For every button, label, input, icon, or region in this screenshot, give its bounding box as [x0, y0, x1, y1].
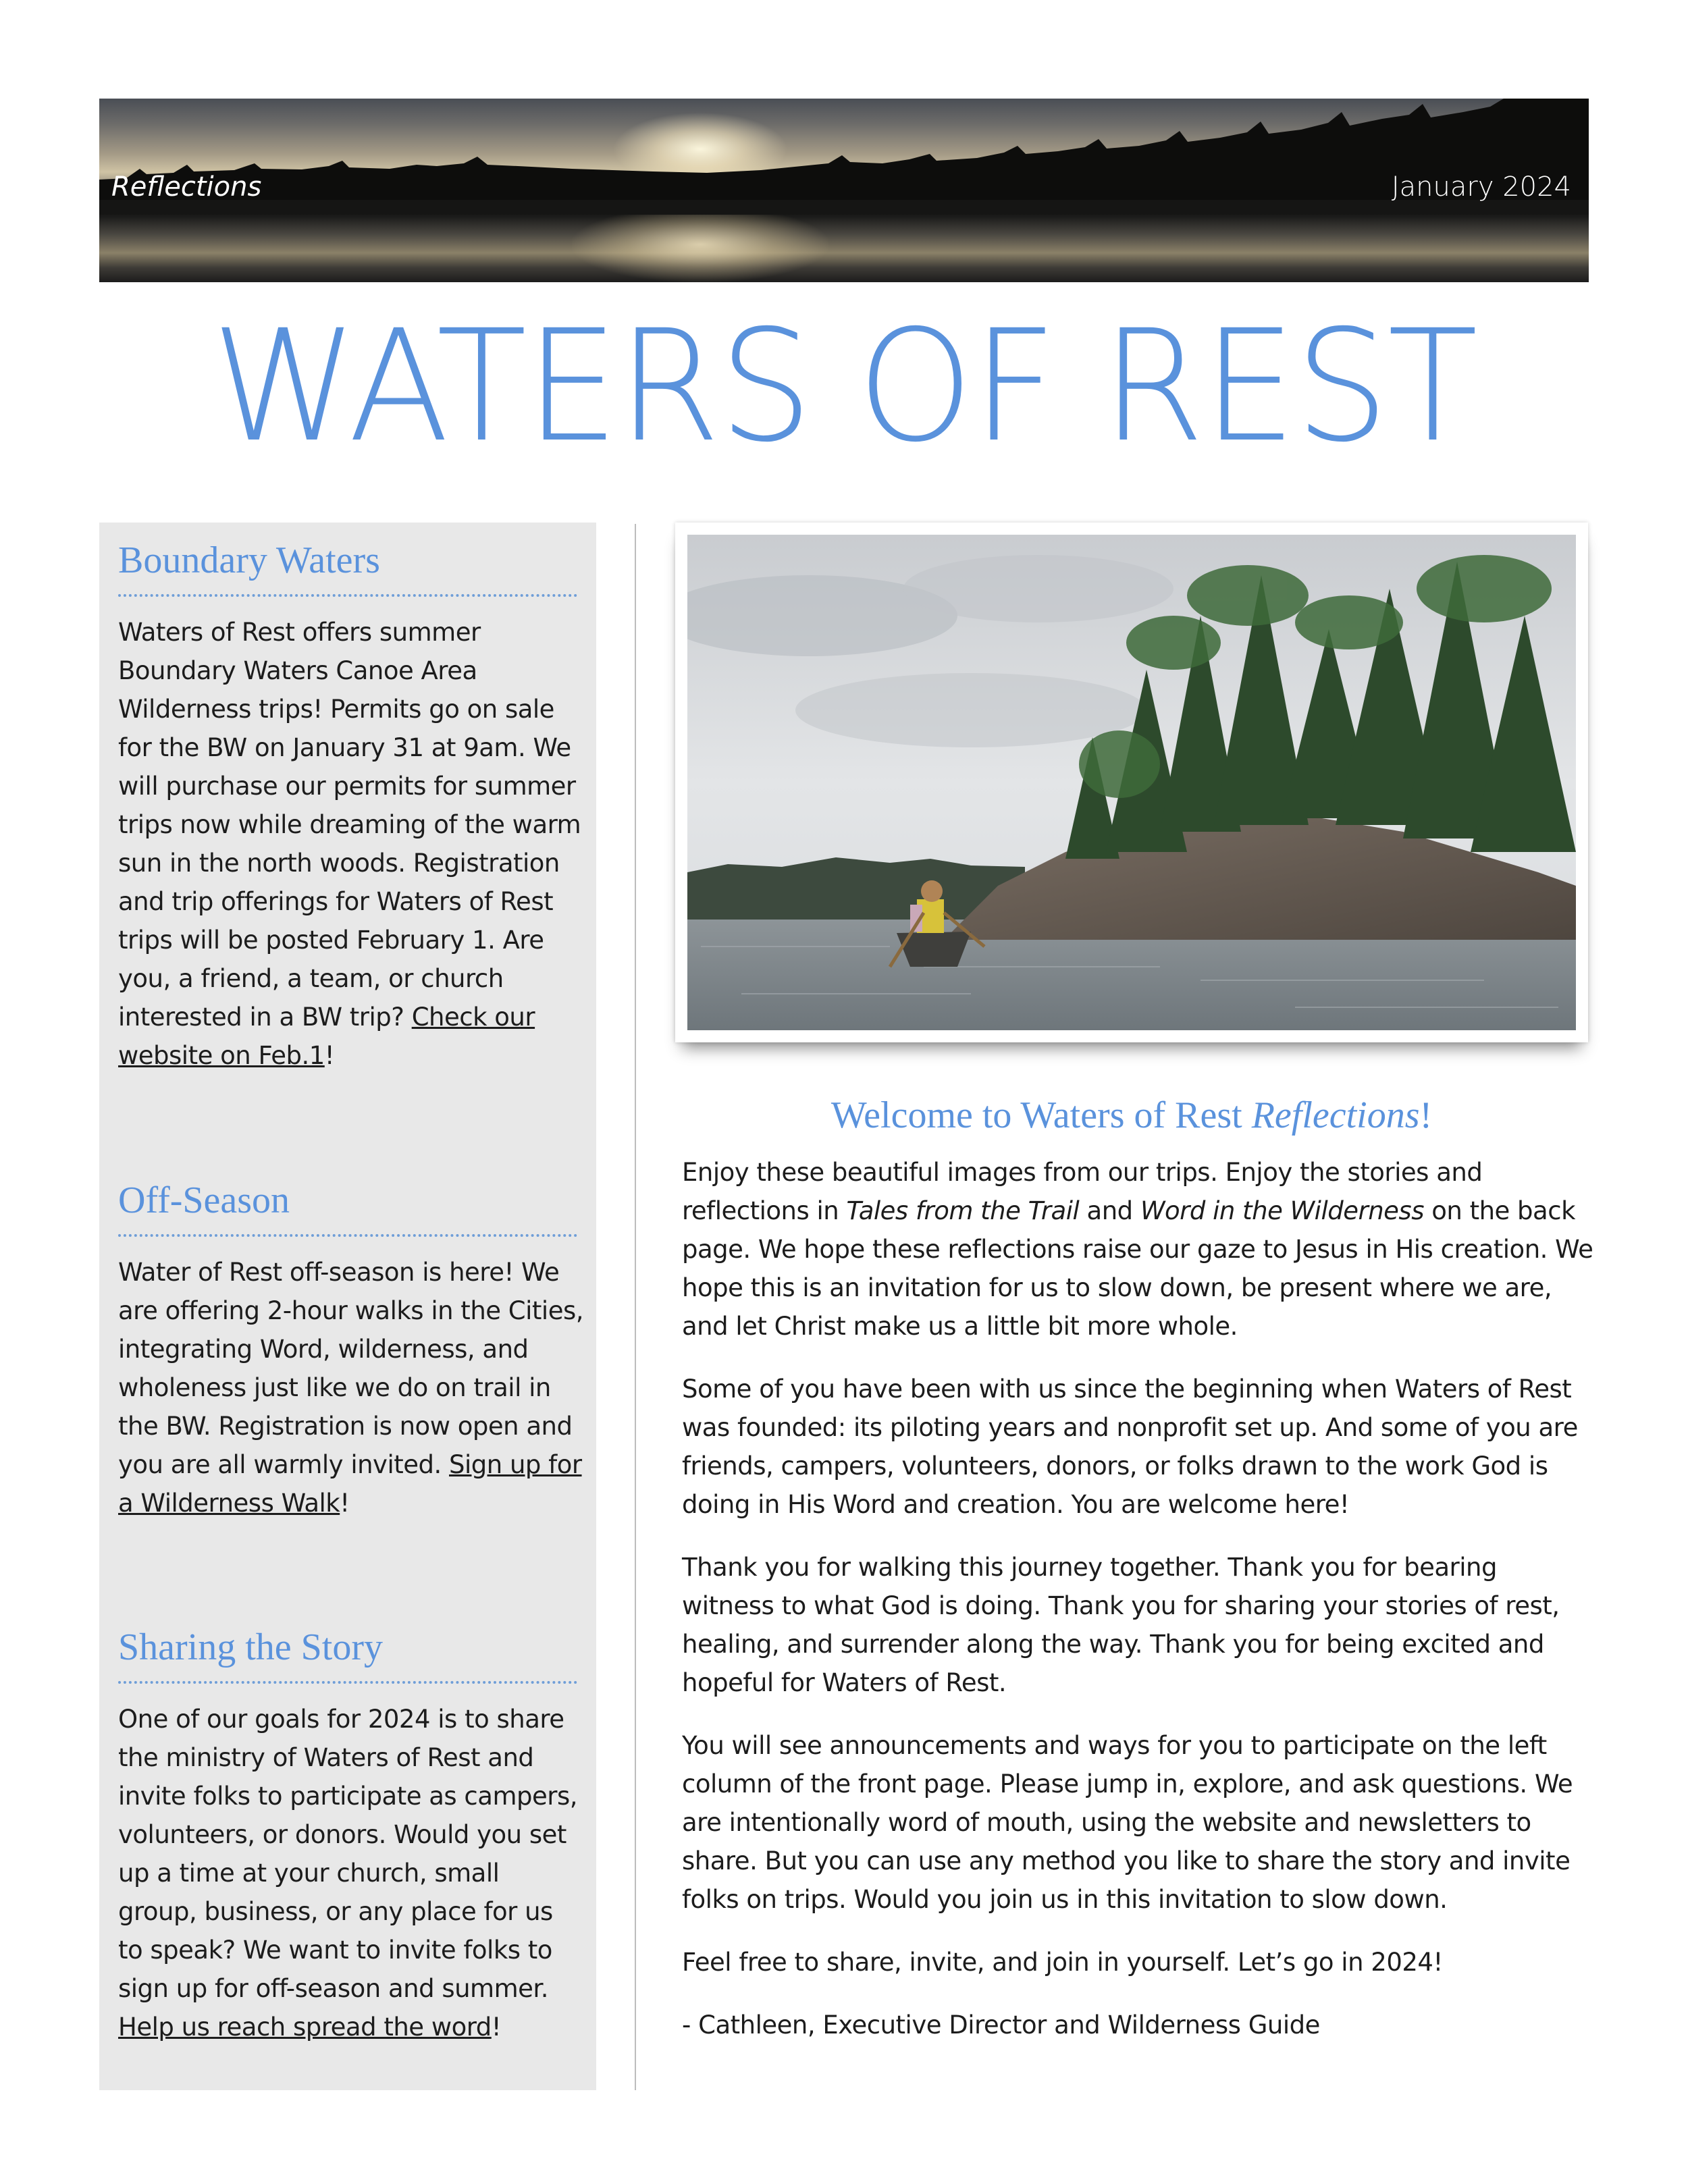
section-text: Water of Rest off-season is here! We are offering 2-hour walks in the Cities, integrating Word, wilderness, and wholeness just like we do on trail in the BW. Registration is now open and you are all warmly invited.: [118, 1257, 583, 1479]
dotted-divider: [118, 1234, 577, 1237]
italic-title: Word in the Wilderness: [1140, 1196, 1424, 1225]
main-article: [682, 1153, 1593, 2069]
header-banner: [99, 99, 1589, 282]
dotted-divider: [118, 1681, 577, 1684]
section-heading: Off-Season: [118, 1179, 290, 1221]
treeline-silhouette: [99, 99, 1589, 282]
welcome-heading: [675, 1094, 1588, 1137]
text-run: Enjoy these beautiful images from our trips. Enjoy the stories and reflections in: [682, 1158, 1483, 1225]
punctuation: !: [340, 1488, 350, 1518]
wilderness-walk-link[interactable]: Sign up for a Wilderness Walk: [118, 1449, 582, 1518]
section-sharing-the-story: [118, 1627, 584, 2046]
punctuation: !: [324, 1040, 335, 1070]
welcome-italic-text: Reflections: [1251, 1094, 1420, 1136]
dotted-divider: [118, 594, 577, 597]
section-body: [118, 1700, 584, 2046]
signature: - Cathleen, Executive Director and Wilderness Guide: [682, 2010, 1320, 2040]
paragraph-2: Some of you have been with us since the beginning when Waters of Rest was founded: its piloting years and nonprofit set up. And some of you are friends, campers, volunteers, donors, or folks drawn to the work God is doing in His Word and creation. You are welcome here!: [682, 1375, 1578, 1519]
section-text: One of our goals for 2024 is to share the ministry of Waters of Rest and invite folks to participate as campers, volunteers, or donors. Would you set up a time at your church, small group, business, or any place for us to speak? We want to invite folks to sign up for off-season and summer.: [118, 1704, 577, 2003]
newsletter-title: WATERS OF REST: [211, 296, 1477, 476]
column-divider: [635, 524, 636, 2090]
welcome-text: Welcome to Waters of Rest: [830, 1094, 1252, 1136]
section-off-season: [118, 1180, 584, 1522]
banner-reflections-label: Reflections: [111, 171, 262, 203]
section-heading: Sharing the Story: [118, 1626, 383, 1668]
punctuation: !: [491, 2012, 502, 2042]
paragraph-4: You will see announcements and ways for you to participate on the left column of the front page. Please jump in, explore, and ask questions. We are intentionally word of mouth, using the website and newsletters to share. But you can use any method you like to share the story and invite folks on trips. Would you join us in this invitation to slow down.: [682, 1731, 1573, 1914]
section-boundary-waters: [118, 540, 584, 1075]
welcome-punctuation: !: [1419, 1094, 1433, 1136]
paragraph-1: [682, 1153, 1593, 1346]
sidebar: [99, 523, 596, 2090]
section-body: [118, 1253, 584, 1522]
section-heading: Boundary Waters: [118, 539, 380, 581]
section-text: Waters of Rest offers summer Boundary Waters Canoe Area Wilderness trips! Permits go on sale for the BW on January 31 at 9am. We will purchase our permits for summer trips now while dreaming of the warm sun in the north woods. Registration and trip offerings for Waters of Rest trips will be posted February 1. Are you, a friend, a team, or church interested in a BW trip?: [118, 617, 581, 1032]
canoe-photo-frame: [675, 523, 1588, 1042]
banner-date: January 2024: [1391, 171, 1571, 203]
website-link[interactable]: Check our website on Feb.1: [118, 1002, 535, 1070]
spread-the-word-link[interactable]: Help us reach spread the word: [118, 2012, 492, 2042]
italic-title: Tales from the Trail: [846, 1196, 1080, 1225]
paragraph-5: Feel free to share, invite, and join in yourself. Let’s go in 2024!: [682, 1948, 1443, 1977]
paragraph-3: Thank you for walking this journey together. Thank you for bearing witness to what God is doing. Thank you for sharing your stories of rest, healing, and surrender along the way. Thank you for being excited and hopeful for Waters of Rest.: [682, 1553, 1560, 1697]
text-run: on the back page. We hope these reflections raise our gaze to Jesus in His creation. We hope this is an invitation for us to slow down, be present where we are, and let Christ make us a little bit more whole.: [682, 1196, 1593, 1341]
text-run: and: [1079, 1196, 1140, 1225]
section-body: [118, 613, 584, 1075]
canoe-lake-photo: [687, 535, 1576, 1030]
